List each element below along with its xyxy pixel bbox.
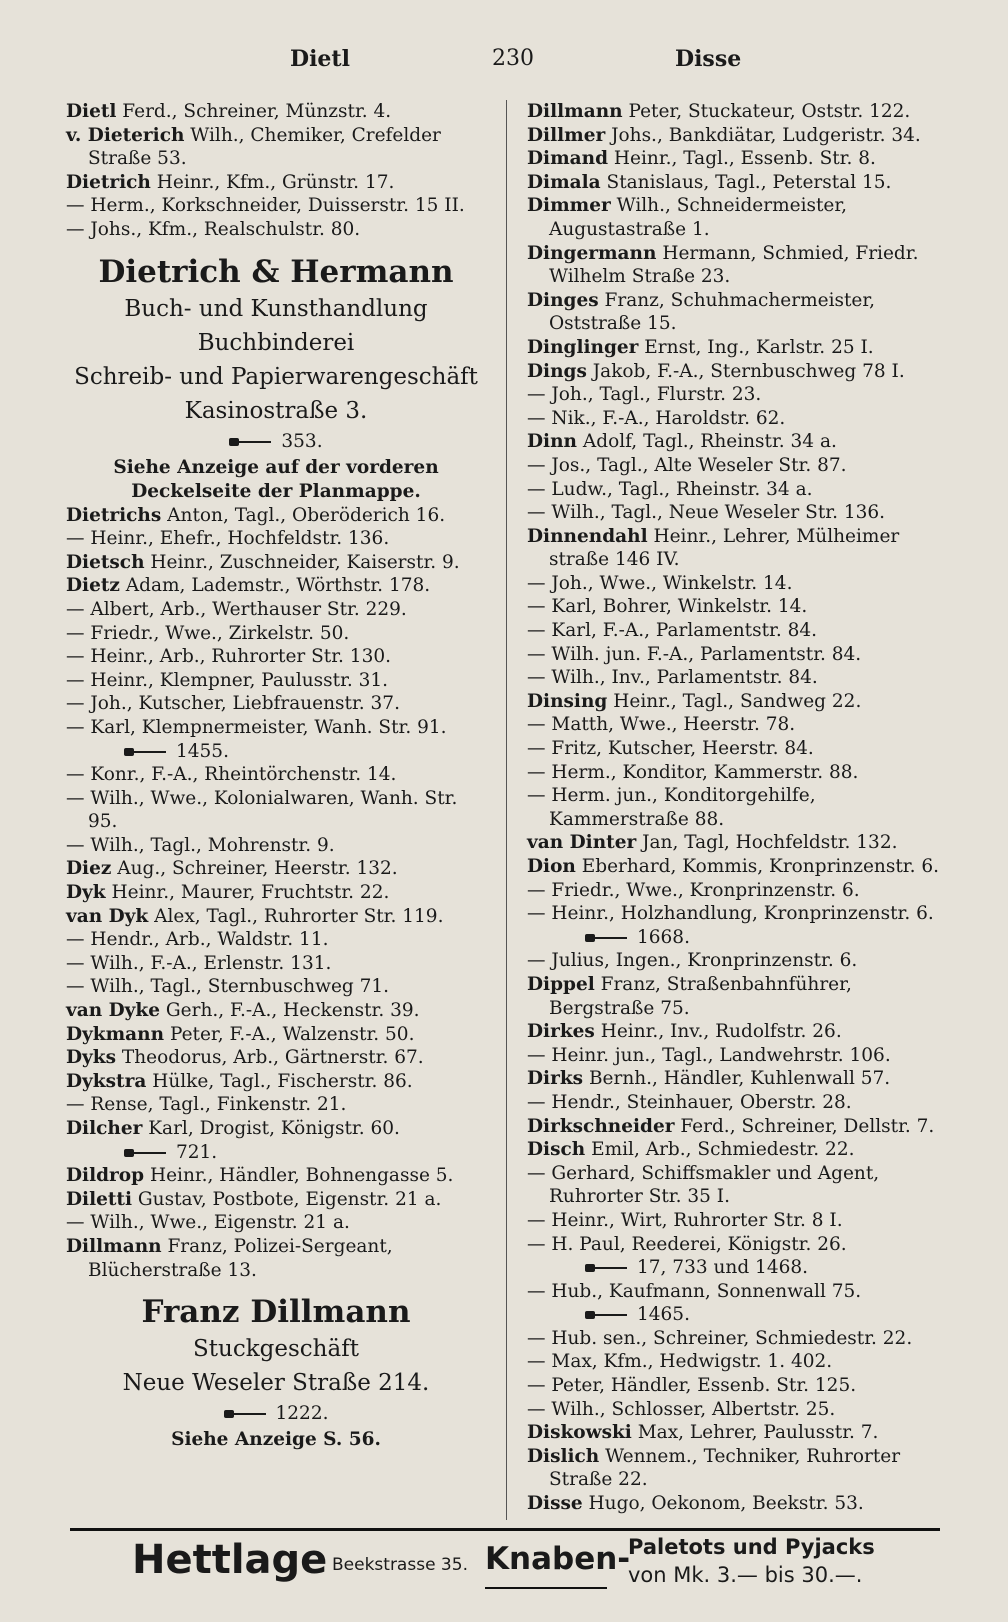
entry-details: Hugo, Oekonom, Beekstr. 53. — [582, 1493, 864, 1515]
entry-details: Heinr., Tagl., Essenb. Str. 8. — [608, 148, 876, 170]
directory-entry — [527, 1421, 954, 1445]
directory-entry — [527, 1209, 954, 1233]
footer-category-underline — [485, 1587, 607, 1589]
entry-details: — Jos., Tagl., Alte Weseler Str. 87. — [527, 454, 847, 476]
directory-entry — [66, 1093, 486, 1117]
entry-details: Johs., Bankdiätar, Ludgeristr. 34. — [605, 124, 921, 146]
directory-entry — [527, 713, 954, 737]
directory-entry — [527, 454, 954, 478]
entry-details: Hermann, Schmied, Friedr. Wilhelm Straße 23. — [549, 242, 919, 288]
entry-surname: van Dinter — [527, 832, 637, 854]
entry-details: — Rense, Tagl., Finkenstr. 21. — [66, 1094, 347, 1116]
directory-entry — [66, 574, 486, 598]
telephone-number — [527, 1303, 954, 1327]
entry-details: — Joh., Kutscher, Liebfrauenstr. 37. — [66, 693, 400, 715]
directory-entry — [66, 857, 486, 881]
entry-details: — Johs., Kfm., Realschulstr. 80. — [66, 218, 361, 240]
entry-surname: Dirkschneider — [527, 1115, 675, 1137]
footer-brand: Hettlage — [132, 1537, 328, 1583]
directory-entry — [66, 952, 486, 976]
entry-details: Heinr., Kfm., Grünstr. 17. — [150, 171, 395, 193]
entry-details: — Wilh., Schlosser, Albertstr. 25. — [527, 1398, 836, 1420]
directory-entry — [527, 855, 954, 879]
directory-entry — [527, 171, 954, 195]
directory-entry — [527, 690, 954, 714]
entry-details: Gerh., F.-A., Heckenstr. 39. — [160, 1000, 420, 1022]
directory-entry — [527, 1374, 954, 1398]
directory-entry — [66, 1235, 486, 1282]
directory-entry — [66, 905, 486, 929]
directory-entry — [66, 218, 486, 242]
directory-entry — [527, 501, 954, 525]
directory-entry — [66, 527, 486, 551]
directory-entry — [527, 643, 954, 667]
entry-details: — Heinr., Klempner, Paulusstr. 31. — [66, 669, 389, 691]
entry-details: — Gerhard, Schiffsmakler und Agent, Ruhrorter Str. 35 I. — [527, 1162, 880, 1208]
entry-details: — Heinr., Ehefr., Hochfeldstr. 136. — [66, 528, 390, 550]
footer-address: Beekstrasse 35. — [332, 1555, 468, 1575]
entry-details: Karl, Drogist, Königstr. 60. — [142, 1118, 400, 1139]
telephone-icon — [585, 1310, 629, 1320]
entry-surname: Dykmann — [66, 1023, 165, 1045]
entry-surname: Dimand — [527, 148, 609, 170]
telephone-icon — [585, 933, 629, 943]
page-header — [60, 46, 950, 86]
directory-entry — [66, 598, 486, 622]
entry-details: Anton, Tagl., Oberöderich 16. — [161, 504, 446, 526]
directory-entry — [527, 525, 954, 572]
directory-entry — [527, 1280, 954, 1304]
directory-entry — [66, 645, 486, 669]
entry-details: — Wilh., Inv., Parlamentstr. 84. — [527, 667, 818, 689]
telephone-value: 1222. — [275, 1403, 329, 1425]
entry-surname: Dinn — [527, 431, 577, 453]
entry-surname: Disse — [527, 1493, 583, 1515]
entry-details: — Herm., Korkschneider, Duisserstr. 15 II. — [66, 195, 465, 217]
directory-entry — [66, 504, 486, 528]
directory-entry — [527, 430, 954, 454]
directory-entry — [527, 1445, 954, 1492]
entry-surname: Diez — [66, 858, 112, 880]
entry-surname: Dyks — [66, 1047, 117, 1069]
entry-surname: Diletti — [66, 1188, 132, 1210]
entry-details: Heinr., Zuschneider, Kaiserstr. 9. — [144, 551, 460, 573]
entry-surname: van Dyke — [66, 1000, 161, 1022]
entry-details: — Joh., Tagl., Flurstr. 23. — [527, 384, 762, 406]
directory-entry — [527, 831, 954, 855]
telephone-icon — [585, 1263, 629, 1273]
directory-entry — [527, 1233, 954, 1257]
entry-details: Franz, Polizei-Sergeant, Blücherstraße 13. — [88, 1235, 393, 1281]
entry-details: — H. Paul, Reederei, Königstr. 26. — [527, 1233, 847, 1255]
directory-entry — [527, 407, 954, 431]
entry-details: — Hub. sen., Schreiner, Schmiedestr. 22. — [527, 1327, 913, 1349]
entry-details: — Heinr., Holzhandlung, Kronprinzenstr. 6. — [527, 903, 934, 925]
ad-title: Franz Dillmann — [141, 1294, 411, 1331]
directory-entry — [527, 383, 954, 407]
directory-entry — [66, 1211, 486, 1235]
directory-entry — [527, 1115, 954, 1139]
entry-details: Franz, Straßenbahnführer, Bergstraße 75. — [549, 973, 852, 1019]
ad-title: Dietrich & Hermann — [98, 253, 454, 290]
ad-note: Siehe Anzeige auf der vorderen Deckelseite der Planmappe. — [113, 456, 439, 502]
directory-entry — [527, 360, 954, 384]
directory-entry — [527, 336, 954, 360]
directory-entry — [66, 975, 486, 999]
directory-entry — [66, 1070, 486, 1094]
telephone-value: 17, 733 und 1468. — [637, 1257, 809, 1279]
entry-details: — Max, Kfm., Hedwigstr. 1. 402. — [527, 1351, 833, 1373]
entry-surname: Diskowski — [527, 1422, 632, 1444]
telephone-value: 353. — [281, 430, 323, 452]
entry-details: — Fritz, Kutscher, Heerstr. 84. — [527, 738, 814, 760]
directory-entry — [527, 1044, 954, 1068]
entry-details: Stanislaus, Tagl., Peterstal 15. — [600, 171, 892, 193]
entry-details: — Wilh., Tagl., Mohrenstr. 9. — [66, 834, 335, 856]
directory-entry — [66, 692, 486, 716]
telephone-number — [66, 740, 486, 764]
entry-surname: Dirks — [527, 1068, 584, 1090]
directory-entry — [66, 124, 486, 171]
directory-entry — [66, 999, 486, 1023]
entry-surname: Disch — [527, 1139, 586, 1161]
entry-details: — Herm. jun., Konditorgehilfe, Kammerstraße 88. — [527, 785, 816, 830]
directory-entry — [66, 171, 486, 195]
entry-surname: Dilcher — [66, 1118, 143, 1139]
entry-details: Jakob, F.-A., Sternbuschweg 78 I. — [586, 360, 905, 382]
footer-line-1: Paletots und Pyjacks — [628, 1535, 875, 1559]
entry-details: — Wilh., F.-A., Erlenstr. 131. — [66, 952, 332, 974]
directory-entry — [527, 194, 954, 241]
ad-line: Buch- und Kunsthandlung — [124, 295, 428, 322]
entry-surname: Dietrich — [66, 171, 151, 193]
header-left-keyword: Dietl — [290, 46, 350, 72]
entry-surname: Dislich — [527, 1445, 600, 1467]
entry-details: Max, Lehrer, Paulusstr. 7. — [631, 1422, 879, 1444]
entry-details: — Wilh. jun. F.-A., Parlamentstr. 84. — [527, 643, 862, 665]
directory-entry — [66, 787, 486, 834]
entry-details: Aug., Schreiner, Heerstr. 132. — [111, 858, 398, 880]
entry-details: Heinr., Inv., Rudolfstr. 26. — [594, 1021, 842, 1043]
entry-details: — Wilh., Tagl., Sternbuschweg 71. — [66, 976, 390, 998]
entry-details: — Karl, Bohrer, Winkelstr. 14. — [527, 596, 808, 618]
directory-entry — [66, 100, 486, 124]
directory-entry — [527, 100, 954, 124]
directory-entry — [527, 478, 954, 502]
entry-details: Wilh., Schneidermeister, Augustastraße 1. — [549, 195, 848, 240]
entry-surname: Dirkes — [527, 1021, 595, 1043]
entry-surname: Dillmann — [66, 1235, 162, 1257]
entry-surname: Dinglinger — [527, 336, 639, 358]
entry-details: — Hendr., Steinhauer, Oberstr. 28. — [527, 1091, 852, 1113]
entry-details: Ernst, Ing., Karlstr. 25 I. — [638, 336, 874, 358]
directory-entry — [527, 1350, 954, 1374]
directory-entry — [527, 1162, 954, 1209]
entry-details: — Karl, F.-A., Parlamentstr. 84. — [527, 620, 818, 642]
entry-details: — Albert, Arb., Werthauser Str. 229. — [66, 598, 407, 620]
entry-details: Wilh., Chemiker, Crefelder Straße 53. — [88, 124, 441, 170]
directory-entry — [66, 716, 486, 740]
entry-details: Adolf, Tagl., Rheinstr. 34 a. — [576, 431, 837, 453]
directory-entry — [527, 1492, 954, 1516]
column-divider — [506, 100, 507, 1520]
directory-entry — [66, 194, 486, 218]
entry-details: — Konr., F.-A., Rheintörchenstr. 14. — [66, 764, 397, 786]
directory-entry — [527, 124, 954, 148]
entry-details: — Heinr. jun., Tagl., Landwehrstr. 106. — [527, 1044, 891, 1066]
directory-entry — [527, 289, 954, 336]
entry-details: — Herm., Konditor, Kammerstr. 88. — [527, 761, 859, 783]
directory-entry — [527, 666, 954, 690]
page-number: 230 — [492, 46, 534, 71]
telephone-number — [66, 428, 486, 456]
telephone-number — [66, 1400, 486, 1428]
entry-details: — Wilh., Tagl., Neue Weseler Str. 136. — [527, 502, 886, 524]
directory-entry — [527, 1398, 954, 1422]
footer-rule — [70, 1528, 940, 1531]
telephone-number — [66, 1141, 486, 1165]
directory-entry — [527, 572, 954, 596]
directory-entry — [527, 1020, 954, 1044]
entry-surname: Dippel — [527, 973, 595, 995]
directory-entry — [66, 928, 486, 952]
entry-details: Peter, F.-A., Walzenstr. 50. — [164, 1023, 415, 1045]
telephone-icon — [224, 1409, 268, 1419]
entry-surname: Dildrop — [66, 1165, 145, 1187]
telephone-value: 1455. — [176, 740, 229, 762]
entry-surname: Dillmer — [527, 124, 606, 146]
directory-entry — [66, 1117, 486, 1141]
entry-details: — Peter, Händler, Essenb. Str. 125. — [527, 1375, 857, 1397]
ad-line: Stuckgeschäft — [193, 1336, 359, 1363]
entry-details: — Hub., Kaufmann, Sonnenwall 75. — [527, 1280, 862, 1302]
entry-details: — Heinr., Wirt, Ruhrorter Str. 8 I. — [527, 1209, 843, 1231]
entry-details: — Wilh., Wwe., Kolonialwaren, Wanh. Str. 95. — [66, 787, 458, 833]
directory-entry — [527, 949, 954, 973]
entry-surname: van Dyk — [66, 905, 149, 927]
entry-details: — Friedr., Wwe., Kronprinzenstr. 6. — [527, 879, 860, 901]
entry-surname: Dietl — [66, 101, 117, 122]
header-right-keyword: Disse — [675, 46, 742, 72]
telephone-value: 1668. — [637, 926, 690, 948]
entry-details: Theodorus, Arb., Gärtnerstr. 67. — [116, 1047, 424, 1069]
directory-entry — [66, 1023, 486, 1047]
directory-entry — [66, 834, 486, 858]
entry-surname: Dietz — [66, 575, 120, 597]
directory-entry — [66, 881, 486, 905]
entry-details: Heinr., Händler, Bohnengasse 5. — [144, 1165, 454, 1187]
ad-line: Buchbinderei — [197, 329, 355, 356]
entry-details: — Wilh., Wwe., Eigenstr. 21 a. — [66, 1212, 350, 1234]
entry-surname: Dingermann — [527, 242, 657, 264]
directory-entry — [66, 669, 486, 693]
entry-details: Heinr., Lehrer, Mülheimer straße 146 IV. — [549, 525, 900, 571]
footer-category: Knaben- — [485, 1541, 631, 1577]
entry-details: Wennem., Techniker, Ruhrorter Straße 22. — [549, 1445, 901, 1491]
directory-entry — [66, 622, 486, 646]
entry-details: — Matth, Wwe., Heerstr. 78. — [527, 714, 796, 736]
directory-entry — [527, 879, 954, 903]
entry-details: — Hendr., Arb., Waldstr. 11. — [66, 929, 329, 951]
entry-surname: Dykstra — [66, 1070, 147, 1092]
entry-details: Ferd., Schreiner, Dellstr. 7. — [674, 1115, 935, 1137]
directory-entry — [66, 1046, 486, 1070]
entry-surname: Dinsing — [527, 690, 608, 712]
entry-details: Heinr., Maurer, Fruchtstr. 22. — [105, 882, 390, 904]
directory-entry — [66, 1188, 486, 1212]
left-column — [66, 100, 486, 1452]
ad-line: Kasinostraße 3. — [184, 397, 368, 424]
entry-surname: Dyk — [66, 882, 106, 904]
ad-line: Neue Weseler Straße 214. — [122, 1370, 430, 1397]
directory-entry — [527, 1091, 954, 1115]
entry-details: — Joh., Wwe., Winkelstr. 14. — [527, 572, 793, 594]
entry-surname: Dimala — [527, 171, 601, 193]
entry-details: Emil, Arb., Schmiedestr. 22. — [585, 1139, 855, 1161]
directory-entry — [527, 902, 954, 926]
telephone-number — [527, 1256, 954, 1280]
entry-surname: Dinges — [527, 289, 599, 311]
entry-details: Eberhard, Kommis, Kronprinzenstr. 6. — [575, 856, 940, 877]
entry-details: Gustav, Postbote, Eigenstr. 21 a. — [132, 1188, 442, 1210]
entry-surname: Dings — [527, 360, 587, 382]
entry-surname: v. Dieterich — [66, 124, 185, 146]
entry-details: Jan, Tagl, Hochfeldstr. 132. — [636, 832, 898, 854]
telephone-number — [527, 926, 954, 950]
entry-details: Adam, Lademstr., Wörthstr. 178. — [119, 575, 431, 597]
entry-details: — Heinr., Arb., Ruhrorter Str. 130. — [66, 646, 391, 668]
directory-entry — [527, 973, 954, 1020]
entry-details: Peter, Stuckateur, Oststr. 122. — [622, 101, 911, 122]
directory-entry — [66, 551, 486, 575]
directory-entry — [527, 619, 954, 643]
footer-line-2: von Mk. 3.— bis 30.—. — [628, 1563, 863, 1587]
entry-details: — Julius, Ingen., Kronprinzenstr. 6. — [527, 950, 858, 972]
directory-entry — [527, 1138, 954, 1162]
telephone-icon — [124, 747, 168, 757]
entry-surname: Dillmann — [527, 101, 623, 122]
entry-details: Franz, Schuhmachermeister, Oststraße 15. — [549, 289, 876, 335]
entry-details: Hülke, Tagl., Fischerstr. 86. — [146, 1070, 413, 1092]
right-column — [527, 100, 954, 1516]
entry-details: — Ludw., Tagl., Rheinstr. 34 a. — [527, 478, 813, 500]
directory-entry — [527, 737, 954, 761]
directory-entry — [527, 1327, 954, 1351]
ad-line: Schreib- und Papierwarengeschäft — [74, 363, 478, 390]
telephone-icon — [124, 1148, 168, 1158]
directory-entry — [527, 784, 954, 831]
entry-surname: Dimmer — [527, 195, 611, 217]
entry-details: Bernh., Händler, Kuhlenwall 57. — [583, 1068, 891, 1090]
directory-entry — [66, 1164, 486, 1188]
telephone-icon — [229, 437, 273, 447]
directory-entry — [527, 761, 954, 785]
ad-note: Siehe Anzeige S. 56. — [171, 1429, 381, 1451]
entry-surname: Dinnendahl — [527, 525, 648, 547]
entry-details: Alex, Tagl., Ruhrorter Str. 119. — [148, 905, 444, 927]
directory-entry — [527, 1067, 954, 1091]
entry-details: — Nik., F.-A., Haroldstr. 62. — [527, 407, 786, 429]
entry-details: Ferd., Schreiner, Münzstr. 4. — [116, 101, 392, 122]
entry-surname: Dion — [527, 856, 576, 877]
entry-details: — Karl, Klempnermeister, Wanh. Str. 91. — [66, 716, 447, 738]
directory-entry — [527, 595, 954, 619]
entry-details: Heinr., Tagl., Sandweg 22. — [607, 690, 862, 712]
directory-entry — [527, 147, 954, 171]
directory-entry — [527, 242, 954, 289]
entry-surname: Dietsch — [66, 551, 145, 573]
telephone-value: 721. — [176, 1141, 218, 1163]
footer-advertisement — [0, 1533, 1008, 1603]
entry-surname: Dietrichs — [66, 504, 162, 526]
entry-details: — Friedr., Wwe., Zirkelstr. 50. — [66, 622, 350, 644]
telephone-value: 1465. — [637, 1304, 690, 1326]
directory-entry — [66, 763, 486, 787]
